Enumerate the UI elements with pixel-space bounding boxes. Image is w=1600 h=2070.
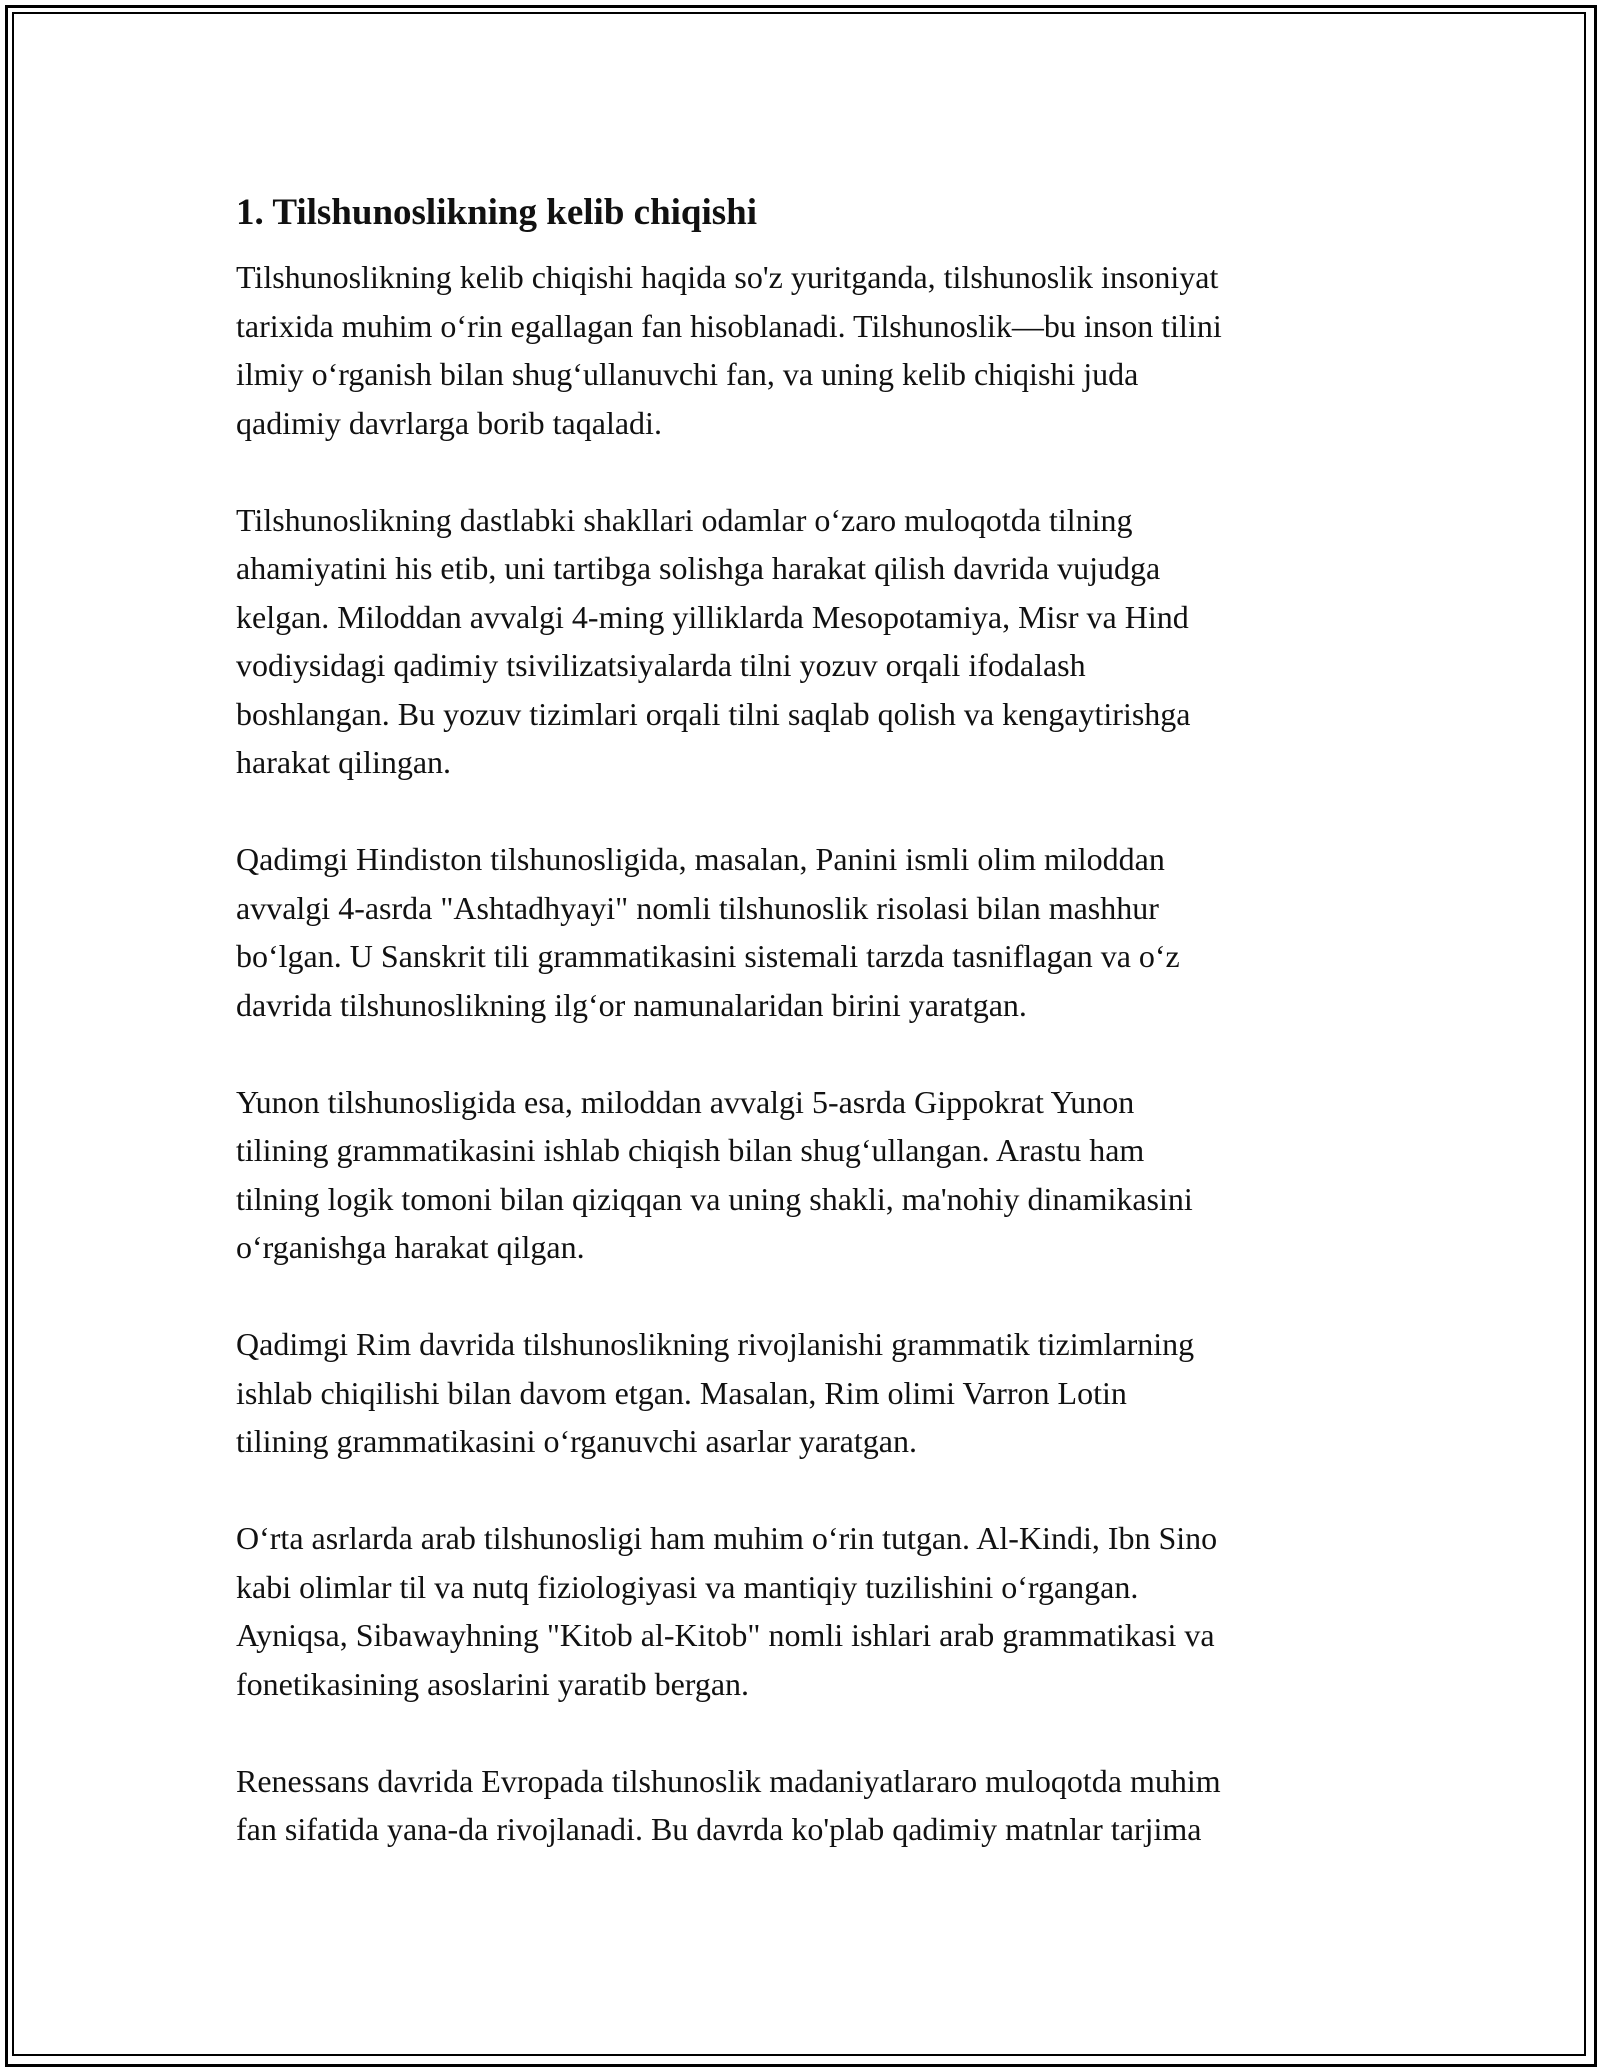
- paragraph-4: [236, 1078, 1376, 1272]
- text-line: tilining grammatikasini ishlab chiqish bilan shugʻullangan. Arastu ham: [236, 1132, 1145, 1168]
- text-line: vodiysidagi qadimiy tsivilizatsiyalarda tilni yozuv orqali ifodalash: [236, 647, 1086, 683]
- paragraph-3: [236, 835, 1376, 1029]
- text-line: kabi olimlar til va nutq fiziologiyasi va mantiqiy tuzilishini oʻrgangan.: [236, 1568, 1139, 1605]
- text-line: Ayniqsa, Sibawayhning "Kitob al-Kitob" nomli ishlari arab grammatikasi va: [236, 1617, 1215, 1653]
- text-line: harakat qilingan.: [236, 744, 452, 780]
- text-line: Qadimgi Hindiston tilshunosligida, masalan, Panini ismli olim miloddan: [236, 841, 1165, 877]
- paragraph-7: [236, 1757, 1376, 1854]
- text-line: qadimiy davrlarga borib taqaladi.: [236, 404, 662, 441]
- text-line: ishlab chiqilishi bilan davom etgan. Masalan, Rim olimi Varron Lotin: [236, 1374, 1127, 1411]
- text-line: Tilshunoslikning dastlabki shakllari odamlar oʻzaro muloqotda tilning: [236, 501, 1133, 538]
- text-line: fonetikasining asoslarini yaratib bergan.: [236, 1665, 750, 1702]
- text-line: kelgan. Miloddan avvalgi 4-ming yilliklarda Mesopotamiya, Misr va Hind: [236, 598, 1189, 635]
- paragraph-1: [236, 253, 1376, 447]
- text-line: ahamiyatini his etib, uni tartibga solishga harakat qilish davrida vujudga: [236, 550, 1161, 586]
- text-line: tilining grammatikasini oʻrganuvchi asarlar yaratgan.: [236, 1423, 917, 1459]
- paragraph-5: [236, 1320, 1376, 1466]
- text-line: tilning logik tomoni bilan qiziqqan va uning shakli, ma'nohiy dinamikasini: [236, 1180, 1193, 1217]
- paragraph-2: [236, 496, 1376, 787]
- text-line: Yunon tilshunosligida esa, miloddan avvalgi 5-asrda Gippokrat Yunon: [236, 1083, 1135, 1120]
- paragraph-6: [236, 1514, 1376, 1708]
- section-heading: 1. Tilshunoslikning kelib chiqishi: [236, 192, 758, 233]
- document-body: [236, 185, 1376, 1902]
- text-line: Qadimgi Rim davrida tilshunoslikning rivojlanishi grammatik tizimlarning: [236, 1326, 1195, 1362]
- text-line: oʻrganishga harakat qilgan.: [236, 1229, 585, 1265]
- text-line: fan sifatida yana-da rivojlanadi. Bu davrda ko'plab qadimiy matnlar tarjima: [236, 1811, 1202, 1847]
- text-line: boʻlgan. U Sanskrit tili grammatikasini sistemali tarzda tasniflagan va oʻz: [236, 938, 1180, 974]
- text-line: boshlangan. Bu yozuv tizimlari orqali tilni saqlab qolish va kengaytirishga: [236, 695, 1191, 732]
- text-line: davrida tilshunoslikning ilgʻor namunalaridan birini yaratgan.: [236, 986, 1027, 1023]
- text-line: Oʻrta asrlarda arab tilshunosligi ham muhim oʻrin tutgan. Al-Kindi, Ibn Sino: [236, 1520, 1218, 1556]
- text-line: ilmiy oʻrganish bilan shugʻullanuvchi fan, va uning kelib chiqishi juda: [236, 356, 1139, 392]
- text-line: Renessans davrida Evropada tilshunoslik madaniyatlararo muloqotda muhim: [236, 1762, 1221, 1799]
- text-line: tarixida muhim oʻrin egallagan fan hisoblanadi. Tilshunoslik—bu inson tilini: [236, 307, 1222, 344]
- text-line: avvalgi 4-asrda "Ashtadhyayi" nomli tilshunoslik risolasi bilan mashhur: [236, 889, 1159, 926]
- text-line: Tilshunoslikning kelib chiqishi haqida so'z yuritganda, tilshunoslik insoniyat: [236, 259, 1219, 295]
